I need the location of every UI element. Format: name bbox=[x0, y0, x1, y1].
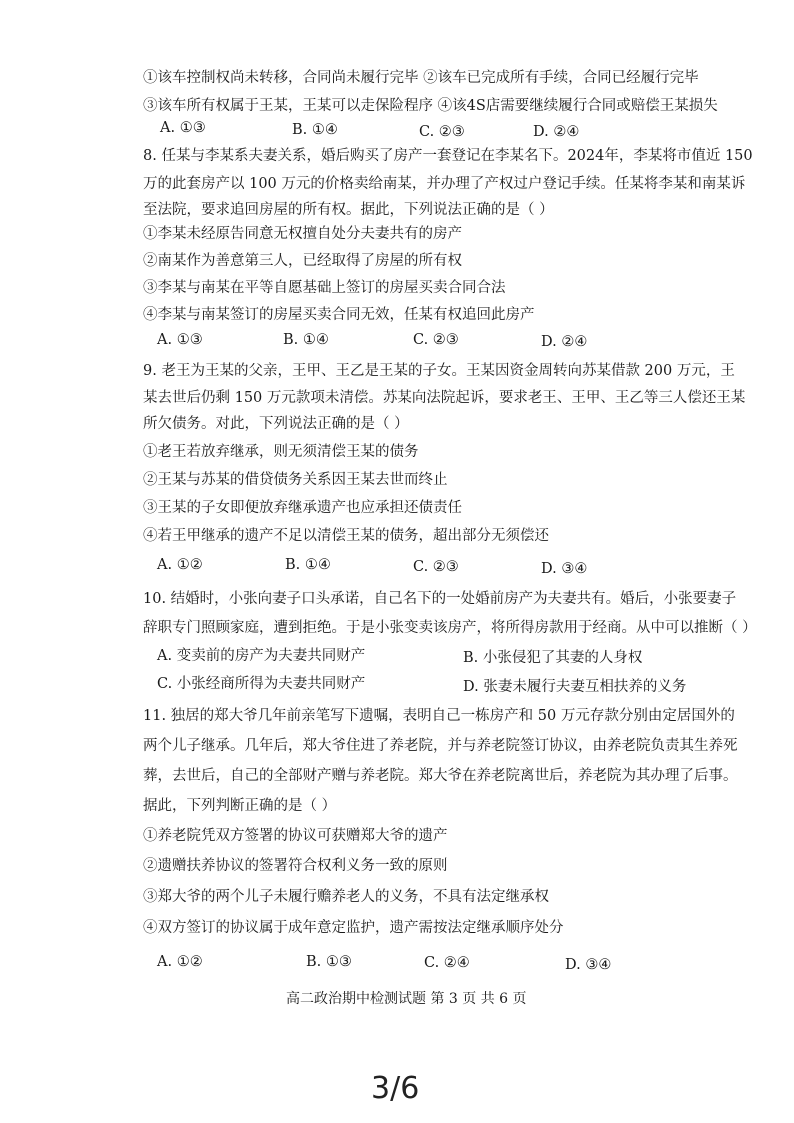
question-11-stem-line: 两个儿子继承。几年后，郑大爷住进了养老院，并与养老院签订协议，由养老院负责其生养死 bbox=[143, 738, 738, 754]
option-d: D. ②④ bbox=[533, 124, 580, 140]
question-9-statement-1: ①老王若放弃继承，则无须清偿王某的债务 bbox=[143, 444, 419, 460]
question-8-stem-line: 至法院，要求追回房屋的所有权。据此，下列说法正确的是（ ） bbox=[143, 202, 554, 218]
question-11-statement-3: ③郑大爷的两个儿子未履行赡养老人的义务，不具有法定继承权 bbox=[143, 889, 549, 905]
option-c: C. ②④ bbox=[424, 955, 470, 971]
question-8-statement-3: ③李某与南某在平等自愿基础上签订的房屋买卖合同合法 bbox=[143, 280, 506, 296]
question-9-stem-line: 9. 老王为王某的父亲，王甲、王乙是王某的子女。王某因资金周转向苏某借款 200 万元，王 bbox=[143, 363, 735, 379]
option-b: B. ①③ bbox=[306, 954, 352, 970]
question-11-stem-line: 葬，去世后，自己的全部财产赠与养老院。郑大爷在养老院离世后，养老院为其办理了后事。 bbox=[143, 768, 738, 784]
page-footer: 高二政治期中检测试题 第 3 页 共 6 页 bbox=[286, 991, 527, 1007]
question-8-statement-1: ①李某未经原告同意无权擅自处分夫妻共有的房产 bbox=[143, 226, 462, 242]
question-8-stem-line: 万的此套房产以 100 万元的价格卖给南某，并办理了产权过户登记手续。任某将李某和南某诉 bbox=[143, 176, 746, 192]
option-a: A. ①② bbox=[157, 954, 203, 970]
question-8-statement-4: ④李某与南某签订的房屋买卖合同无效，任某有权追回此房产 bbox=[143, 307, 535, 323]
option-d: D. 张妻未履行夫妻互相扶养的义务 bbox=[463, 679, 687, 695]
question-10-stem-line: 10. 结婚时，小张向妻子口头承诺，自己名下的一处婚前房产为夫妻共有。婚后，小张要妻子 bbox=[143, 591, 737, 607]
question-11-stem-line: 11. 独居的郑大爷几年前亲笔写下遗嘱，表明自己一栋房产和 50 万元存款分别由定居国外的 bbox=[143, 708, 735, 724]
question-9-statement-4: ④若王甲继承的遗产不足以清偿王某的债务，超出部分无须偿还 bbox=[143, 528, 549, 544]
option-d: D. ②④ bbox=[541, 334, 588, 350]
option-c: C. 小张经商所得为夫妻共同财产 bbox=[157, 676, 366, 692]
option-a: A. ①③ bbox=[160, 120, 206, 136]
option-c: C. ②③ bbox=[419, 124, 465, 140]
question-8-statement-2: ②南某作为善意第三人，已经取得了房屋的所有权 bbox=[143, 253, 462, 269]
page-indicator: 3/6 bbox=[371, 1071, 420, 1106]
statement-line: ①该车控制权尚未转移，合同尚未履行完毕 ②该车已完成所有手续，合同已经履行完毕 bbox=[143, 70, 699, 86]
option-c: C. ②③ bbox=[413, 332, 459, 348]
option-b: B. ①④ bbox=[283, 332, 329, 348]
statement-line: ③该车所有权属于王某，王某可以走保险程序 ④该4S店需要继续履行合同或赔偿王某损失 bbox=[143, 98, 718, 114]
option-d: D. ③④ bbox=[565, 957, 612, 973]
question-9-statement-2: ②王某与苏某的借贷债务关系因王某去世而终止 bbox=[143, 472, 448, 488]
option-a: A. ①② bbox=[157, 557, 203, 573]
option-d: D. ③④ bbox=[541, 561, 588, 577]
question-11-statement-2: ②遗赠扶养协议的签署符合权利义务一致的原则 bbox=[143, 858, 448, 874]
question-10-stem-line: 辞职专门照顾家庭，遭到拒绝。于是小张变卖该房产，将所得房款用于经商。从中可以推断（ ） bbox=[143, 620, 757, 636]
question-11-stem-line: 据此，下列判断正确的是（ ） bbox=[143, 798, 337, 814]
option-b: B. ①④ bbox=[285, 557, 331, 573]
question-9-statement-3: ③王某的子女即便放弃继承遗产也应承担还债责任 bbox=[143, 500, 462, 516]
question-11-statement-4: ④双方签订的协议属于成年意定监护，遗产需按法定继承顺序处分 bbox=[143, 920, 564, 936]
option-b: B. 小张侵犯了其妻的人身权 bbox=[463, 650, 643, 666]
question-8-stem-line: 8. 任某与李某系夫妻关系，婚后购买了房产一套登记在李某名下。2024年，李某将市值近 150 bbox=[143, 148, 753, 164]
option-c: C. ②③ bbox=[413, 559, 459, 575]
option-a: A. ①③ bbox=[157, 332, 203, 348]
option-b: B. ①④ bbox=[292, 122, 338, 138]
question-9-stem-line: 某去世后仍剩 150 万元款项未清偿。苏某向法院起诉，要求老王、王甲、王乙等三人偿还王某 bbox=[143, 390, 746, 406]
question-9-stem-line: 所欠债务。对此，下列说法正确的是（ ） bbox=[143, 416, 409, 432]
option-a: A. 变卖前的房产为夫妻共同财产 bbox=[157, 648, 366, 664]
question-11-statement-1: ①养老院凭双方签署的协议可获赠郑大爷的遗产 bbox=[143, 828, 448, 844]
